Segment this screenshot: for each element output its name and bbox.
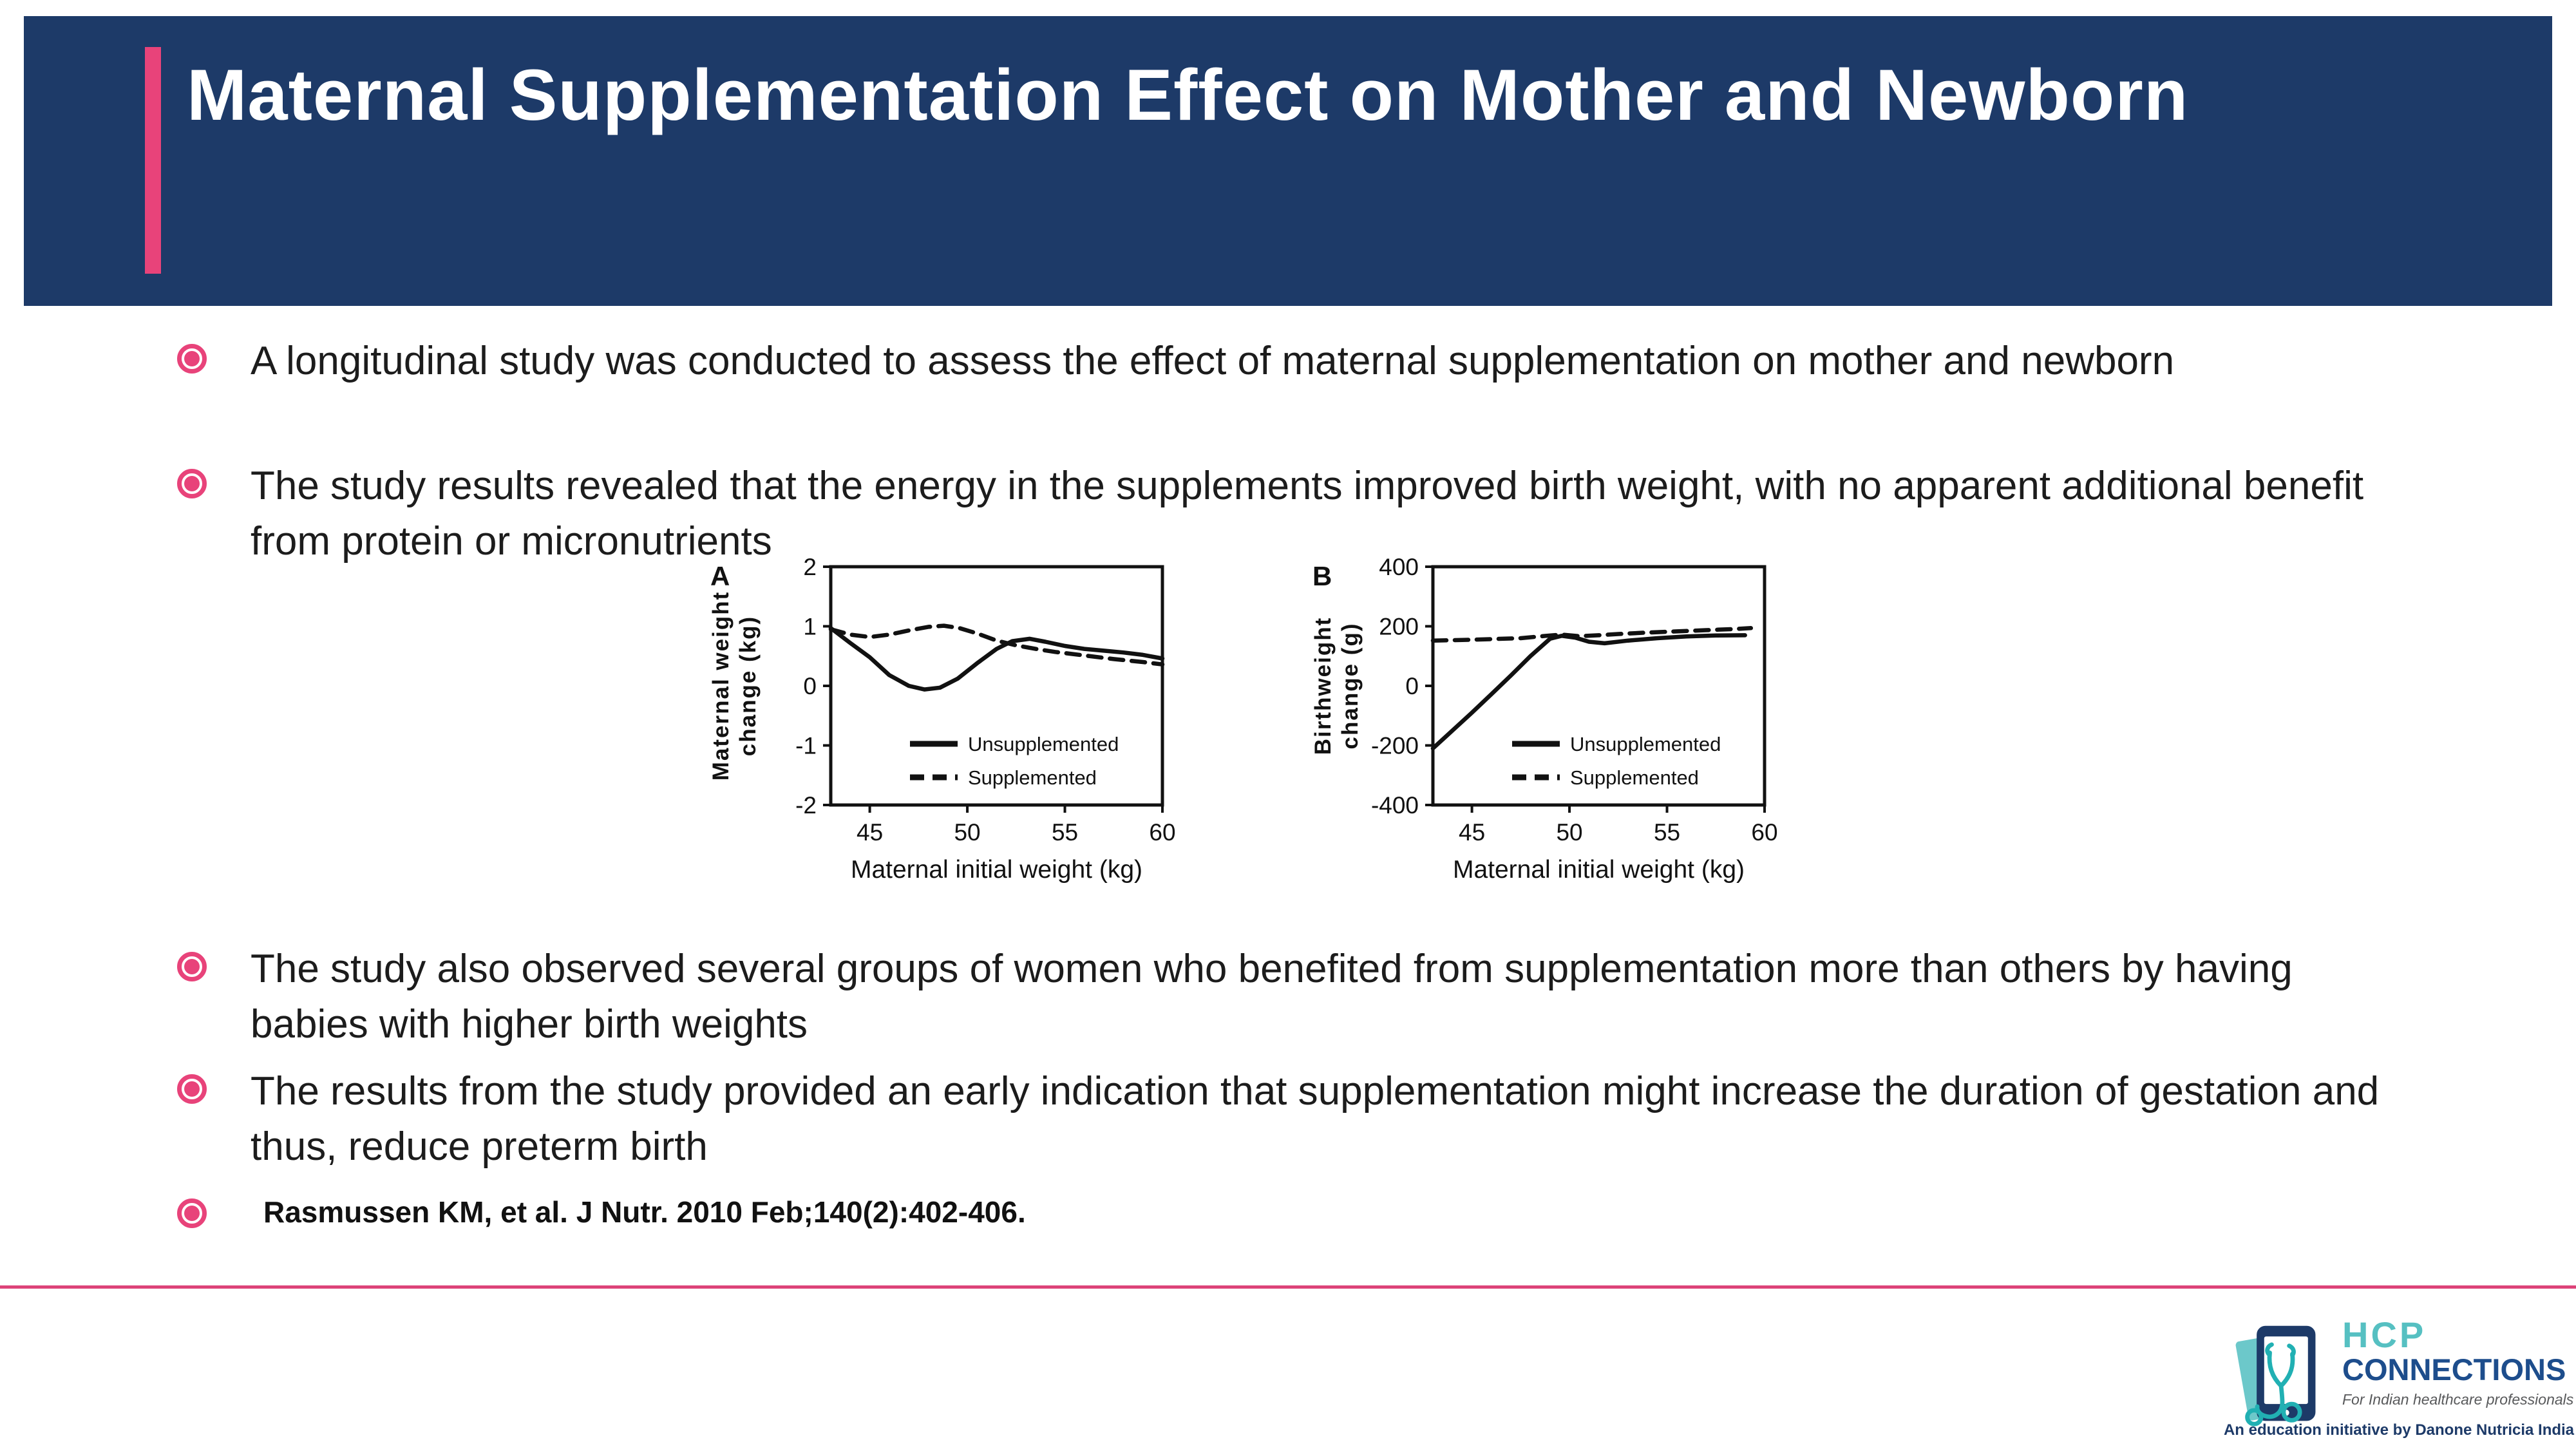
tablet-stethoscope-icon bbox=[2230, 1320, 2333, 1429]
y-axis-label: Birthweightchange (g) bbox=[1311, 616, 1363, 755]
y-tick-label: -1 bbox=[795, 732, 817, 759]
x-axis-label: Maternal initial weight (kg) bbox=[850, 856, 1143, 884]
y-tick-label: -400 bbox=[1370, 792, 1419, 819]
x-tick-label: 50 bbox=[954, 819, 981, 846]
x-tick-label: 45 bbox=[1459, 819, 1486, 846]
logo-initiative-text: An education initiative by Danone Nutricia India bbox=[2223, 1421, 2575, 1439]
bullet-target-icon bbox=[177, 1198, 207, 1228]
y-tick-label: -200 bbox=[1370, 732, 1419, 759]
citation-item bbox=[177, 1188, 1026, 1232]
legend-label: Unsupplemented bbox=[968, 733, 1119, 755]
series-supplemented bbox=[831, 626, 1162, 665]
citation-text: Rasmussen KM, et al. J Nutr. 2010 Feb;140(2):402-406. bbox=[263, 1195, 1026, 1229]
logo-wordmark bbox=[2342, 1314, 2574, 1408]
logo-hcp-text: HCP bbox=[2342, 1314, 2427, 1355]
panel-letter: A bbox=[710, 561, 730, 591]
bullet-item bbox=[177, 459, 2395, 569]
bullet-text: The study results revealed that the energy in the supplements improved birth weight, with no apparent additional benefit from protein or micronutrients bbox=[251, 464, 2364, 564]
x-tick-label: 45 bbox=[857, 819, 884, 846]
bullet-text: A longitudinal study was conducted to assess the effect of maternal supplementation on mother and newborn bbox=[251, 339, 2175, 383]
x-tick-label: 50 bbox=[1556, 819, 1583, 846]
x-axis-label: Maternal initial weight (kg) bbox=[1452, 856, 1745, 884]
y-axis-label: Maternal weightchange (kg) bbox=[708, 591, 761, 781]
x-tick-label: 55 bbox=[1051, 819, 1079, 846]
title-bar bbox=[24, 16, 2552, 306]
bullet-target-icon bbox=[177, 469, 207, 498]
legend-label: Supplemented bbox=[1570, 766, 1699, 789]
chart-birthweight-change bbox=[1307, 551, 1784, 950]
chart-svg-panel-B bbox=[1307, 551, 1784, 950]
y-tick-label: 200 bbox=[1379, 613, 1419, 640]
bullet-text: The study also observed several groups of women who benefited from supplementation more than others by having babies with higher birth weights bbox=[251, 947, 2293, 1046]
y-tick-label: 0 bbox=[803, 673, 817, 699]
bullet-target-icon bbox=[177, 952, 207, 981]
chart-svg-panel-A bbox=[705, 551, 1182, 950]
y-tick-label: -2 bbox=[795, 792, 817, 819]
bullet-text: The results from the study provided an early indication that supplementation might increase the duration of gestation and thus, reduce preterm birth bbox=[251, 1069, 2380, 1169]
panel-letter: B bbox=[1312, 561, 1332, 591]
x-tick-label: 60 bbox=[1751, 819, 1778, 846]
y-tick-label: 400 bbox=[1379, 554, 1419, 580]
y-tick-label: 1 bbox=[803, 613, 817, 640]
x-tick-label: 60 bbox=[1149, 819, 1176, 846]
y-tick-label: 2 bbox=[803, 554, 817, 580]
title-accent-bar bbox=[145, 47, 161, 274]
bullet-target-icon bbox=[177, 344, 207, 374]
bullet-item bbox=[177, 1064, 2395, 1174]
logo-tagline: For Indian healthcare professionals bbox=[2342, 1390, 2574, 1408]
bullet-target-icon bbox=[177, 1074, 207, 1104]
bullet-item bbox=[177, 942, 2395, 1052]
logo-connections-text: CONNECTIONS bbox=[2342, 1352, 2566, 1387]
y-tick-label: 0 bbox=[1405, 673, 1419, 699]
legend-label: Supplemented bbox=[968, 766, 1097, 789]
legend-label: Unsupplemented bbox=[1570, 733, 1721, 755]
hcp-connections-logo bbox=[2212, 1311, 2576, 1446]
series-unsupplemented bbox=[1433, 635, 1745, 748]
slide-title: Maternal Supplementation Effect on Mother and Newborn bbox=[187, 55, 2189, 135]
chart-maternal-weight-change bbox=[705, 551, 1182, 950]
bullet-item bbox=[177, 334, 2395, 389]
footer-divider-line bbox=[0, 1285, 2576, 1289]
x-tick-label: 55 bbox=[1653, 819, 1681, 846]
